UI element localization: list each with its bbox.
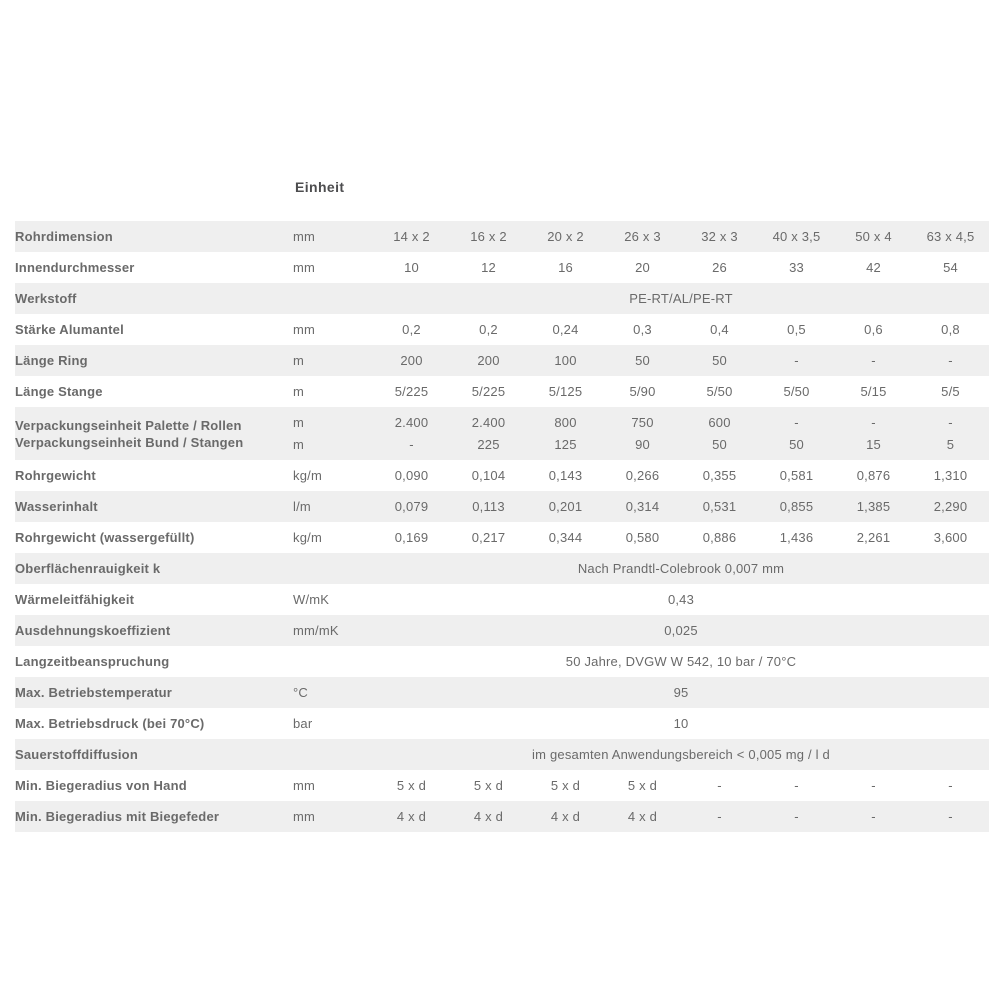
spec-span-value: 10 — [673, 716, 689, 731]
spec-value: 0,2 — [479, 322, 498, 337]
spec-value: - — [871, 809, 876, 824]
spec-label: Min. Biegeradius von Hand — [15, 778, 187, 793]
spec-value-line: 2.400 — [394, 414, 429, 430]
unit-column-header: Einheit — [295, 179, 345, 195]
spec-value: 0,4 — [710, 322, 729, 337]
spec-label: Langzeitbeanspruchung — [15, 654, 170, 669]
spec-value: 4 x d — [627, 809, 658, 824]
spec-value: 0,855 — [779, 499, 814, 514]
spec-unit: °C — [293, 685, 308, 700]
spec-value-line: 2.400 — [471, 414, 506, 430]
spec-value: 0,201 — [548, 499, 583, 514]
spec-unit: mm — [293, 778, 316, 793]
spec-value — [527, 407, 604, 460]
spec-value: 4 x d — [550, 809, 581, 824]
spec-value: 26 x 3 — [624, 229, 661, 244]
spec-value: 0,5 — [787, 322, 806, 337]
spec-unit-line: m — [293, 436, 305, 452]
table-row — [15, 677, 989, 708]
spec-unit: m — [293, 384, 305, 399]
table-row — [15, 252, 989, 283]
spec-value: - — [948, 809, 953, 824]
spec-value: 5 x d — [627, 778, 658, 793]
table-row — [15, 283, 989, 314]
spec-value-line: - — [948, 414, 953, 430]
spec-unit — [293, 646, 373, 677]
spec-span-value: PE-RT/AL/PE-RT — [629, 291, 733, 306]
spec-value: 40 x 3,5 — [772, 229, 821, 244]
spec-value: 0,266 — [625, 468, 660, 483]
spec-value: 0,3 — [633, 322, 652, 337]
spec-value: 5/225 — [471, 384, 506, 399]
spec-unit: l/m — [293, 499, 311, 514]
spec-value: 20 — [635, 260, 650, 275]
spec-value: 0,355 — [702, 468, 737, 483]
spec-value — [835, 407, 912, 460]
spec-value-line: 50 — [789, 436, 804, 452]
spec-value: 16 — [558, 260, 573, 275]
spec-value — [604, 407, 681, 460]
spec-label: Ausdehnungskoeffizient — [15, 623, 171, 638]
spec-label: Wasserinhalt — [15, 499, 98, 514]
spec-value-line: 5 — [946, 436, 955, 452]
spec-value: 5/90 — [629, 384, 656, 399]
spec-unit — [293, 407, 373, 460]
spec-value: 5/15 — [860, 384, 887, 399]
spec-value: 200 — [400, 353, 423, 368]
table-row — [15, 801, 989, 832]
spec-label: Wärmeleitfähigkeit — [15, 592, 135, 607]
spec-label: Länge Ring — [15, 353, 88, 368]
spec-label: Max. Betriebsdruck (bei 70°C) — [15, 716, 205, 731]
spec-value: 42 — [866, 260, 881, 275]
spec-value: - — [948, 778, 953, 793]
spec-value: 0,531 — [702, 499, 737, 514]
spec-value: 5/5 — [941, 384, 960, 399]
spec-unit: mm — [293, 322, 316, 337]
table-row — [15, 460, 989, 491]
spec-unit — [293, 283, 373, 314]
spec-value: 16 x 2 — [470, 229, 507, 244]
spec-label: Max. Betriebstemperatur — [15, 685, 173, 700]
spec-value: 32 x 3 — [701, 229, 738, 244]
spec-value: 0,079 — [394, 499, 429, 514]
spec-unit — [293, 553, 373, 584]
spec-value: 5/50 — [706, 384, 733, 399]
spec-span-value: Nach Prandtl-Colebrook 0,007 mm — [577, 561, 785, 576]
spec-value: - — [871, 778, 876, 793]
spec-value: 0,169 — [394, 530, 429, 545]
spec-value: 5 x d — [473, 778, 504, 793]
spec-value: - — [794, 809, 799, 824]
spec-unit-line: m — [293, 414, 305, 430]
spec-table-body — [15, 221, 989, 832]
spec-value: 1,436 — [779, 530, 814, 545]
spec-unit: mm — [293, 260, 316, 275]
spec-value: 0,6 — [864, 322, 883, 337]
spec-value: - — [948, 353, 953, 368]
spec-value-line: 90 — [635, 436, 650, 452]
spec-label: Werkstoff — [15, 291, 77, 306]
spec-value: 0,876 — [856, 468, 891, 483]
spec-value-line: 50 — [712, 436, 727, 452]
spec-value-line: - — [871, 414, 876, 430]
spec-label: Rohrdimension — [15, 229, 113, 244]
spec-label: Rohrgewicht (wassergefüllt) — [15, 530, 195, 545]
spec-value: - — [717, 778, 722, 793]
table-row — [15, 345, 989, 376]
spec-value: 4 x d — [396, 809, 427, 824]
table-row — [15, 708, 989, 739]
spec-value: - — [871, 353, 876, 368]
spec-value: 20 x 2 — [547, 229, 584, 244]
spec-value: 63 x 4,5 — [926, 229, 975, 244]
spec-label: Stärke Alumantel — [15, 322, 124, 337]
spec-value: 0,143 — [548, 468, 583, 483]
spec-value: 200 — [477, 353, 500, 368]
spec-value: 12 — [481, 260, 496, 275]
spec-unit: bar — [293, 716, 313, 731]
spec-span-value: 95 — [673, 685, 689, 700]
spec-value: 5/50 — [783, 384, 810, 399]
spec-unit: mm — [293, 229, 316, 244]
spec-value: - — [794, 778, 799, 793]
spec-value: 0,104 — [471, 468, 506, 483]
spec-value: 0,314 — [625, 499, 660, 514]
table-row — [15, 407, 989, 460]
spec-label-line: Verpackungseinheit Palette / Rollen — [15, 417, 242, 433]
spec-unit: kg/m — [293, 468, 322, 483]
spec-value — [912, 407, 989, 460]
spec-value: 33 — [789, 260, 804, 275]
spec-value: 0,217 — [471, 530, 506, 545]
spec-unit: mm/mK — [293, 623, 339, 638]
spec-value: 0,2 — [402, 322, 421, 337]
spec-label — [15, 407, 293, 460]
spec-value: 26 — [712, 260, 727, 275]
spec-span-value: 0,43 — [667, 592, 695, 607]
spec-label: Rohrgewicht — [15, 468, 96, 483]
spec-value — [758, 407, 835, 460]
table-row — [15, 739, 989, 770]
spec-value: 50 — [635, 353, 650, 368]
spec-value: 5 x d — [550, 778, 581, 793]
spec-value-line: 600 — [708, 414, 731, 430]
spec-value: 54 — [943, 260, 958, 275]
spec-value: 50 x 4 — [855, 229, 892, 244]
spec-span-value: im gesamten Anwendungsbereich < 0,005 mg / l d — [532, 747, 830, 762]
spec-unit: W/mK — [293, 592, 330, 607]
spec-label: Innendurchmesser — [15, 260, 135, 275]
spec-value: 0,580 — [625, 530, 660, 545]
table-row — [15, 615, 989, 646]
table-row — [15, 314, 989, 345]
spec-label: Min. Biegeradius mit Biegefeder — [15, 809, 220, 824]
spec-label: Oberflächenrauigkeit k — [15, 561, 161, 576]
spec-table — [15, 221, 989, 832]
spec-value — [681, 407, 758, 460]
spec-value: 5/125 — [548, 384, 583, 399]
spec-value — [373, 407, 450, 460]
spec-value-line: - — [794, 414, 799, 430]
spec-value: 10 — [404, 260, 419, 275]
spec-label: Länge Stange — [15, 384, 103, 399]
spec-value: 0,8 — [941, 322, 960, 337]
table-row — [15, 553, 989, 584]
spec-value: 0,344 — [548, 530, 583, 545]
spec-value-line: 15 — [866, 436, 881, 452]
table-row — [15, 376, 989, 407]
spec-unit — [293, 739, 373, 770]
spec-value: 4 x d — [473, 809, 504, 824]
spec-value: 1,310 — [933, 468, 968, 483]
spec-value: 50 — [712, 353, 727, 368]
spec-value-line: - — [409, 436, 414, 452]
spec-value: 1,385 — [856, 499, 891, 514]
spec-value: - — [717, 809, 722, 824]
spec-value: 5 x d — [396, 778, 427, 793]
spec-value: 2,290 — [933, 499, 968, 514]
spec-value-line: 800 — [554, 414, 577, 430]
spec-value — [450, 407, 527, 460]
spec-value-line: 125 — [554, 436, 577, 452]
table-row — [15, 221, 989, 252]
spec-value-line: 750 — [631, 414, 654, 430]
spec-value: 0,886 — [702, 530, 737, 545]
spec-unit: kg/m — [293, 530, 322, 545]
spec-label: Sauerstoffdiffusion — [15, 747, 138, 762]
spec-value: - — [794, 353, 799, 368]
table-row — [15, 646, 989, 677]
spec-label-line: Verpackungseinheit Bund / Stangen — [15, 434, 244, 450]
spec-value: 0,24 — [552, 322, 579, 337]
spec-span-value: 50 Jahre, DVGW W 542, 10 bar / 70°C — [565, 654, 797, 669]
spec-value: 0,090 — [394, 468, 429, 483]
spec-value-line: 225 — [477, 436, 500, 452]
spec-value: 100 — [554, 353, 577, 368]
spec-value: 14 x 2 — [393, 229, 430, 244]
table-row — [15, 522, 989, 553]
spec-value: 3,600 — [933, 530, 968, 545]
spec-value: 0,113 — [472, 499, 505, 514]
table-row — [15, 770, 989, 801]
spec-value: 0,581 — [779, 468, 814, 483]
spec-unit: mm — [293, 809, 316, 824]
spec-unit: m — [293, 353, 305, 368]
table-row — [15, 584, 989, 615]
spec-value: 2,261 — [856, 530, 891, 545]
spec-span-value: 0,025 — [664, 623, 698, 638]
table-row — [15, 491, 989, 522]
spec-value: 5/225 — [394, 384, 429, 399]
